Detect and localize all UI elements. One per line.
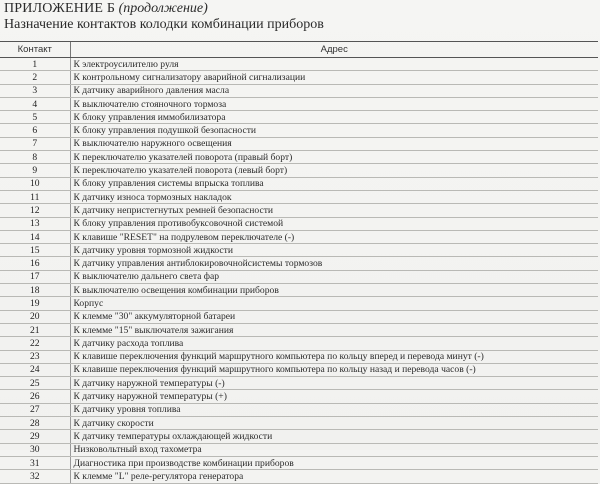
- contact-number-cell: 28: [0, 417, 70, 430]
- address-cell: К датчику наружной температуры (-): [70, 377, 598, 390]
- address-cell: К клемме "15" выключателя зажигания: [70, 323, 598, 336]
- table-row: [0, 97, 598, 110]
- table-row: [0, 257, 598, 270]
- address-cell: К датчику износа тормозных накладок: [70, 190, 598, 203]
- contact-number-cell: 31: [0, 456, 70, 469]
- address-cell: Корпус: [70, 297, 598, 310]
- contact-number-cell: 26: [0, 390, 70, 403]
- contact-number-cell: 18: [0, 284, 70, 297]
- contact-number-cell: 13: [0, 217, 70, 230]
- address-cell: К клемме "30" аккумуляторной батареи: [70, 310, 598, 323]
- table-row: [0, 297, 598, 310]
- table-row: [0, 230, 598, 243]
- contact-number-cell: 29: [0, 430, 70, 443]
- address-cell: К датчику уровня тормозной жидкости: [70, 244, 598, 257]
- address-cell: К блоку управления системы впрыска топлива: [70, 177, 598, 190]
- address-cell: К выключателю стояночного тормоза: [70, 97, 598, 110]
- contact-number-cell: 14: [0, 230, 70, 243]
- contact-number-cell: 16: [0, 257, 70, 270]
- address-cell: К датчику наружной температуры (+): [70, 390, 598, 403]
- address-cell: К переключателю указателей поворота (левый борт): [70, 164, 598, 177]
- table-row: [0, 284, 598, 297]
- address-cell: К клавише переключения функций маршрутного компьютера по кольцу назад и перевода часов (-): [70, 363, 598, 376]
- contacts-table: [0, 41, 598, 484]
- contact-number-cell: 2: [0, 71, 70, 84]
- table-row: [0, 270, 598, 283]
- contact-number-cell: 17: [0, 270, 70, 283]
- table-row: [0, 58, 598, 71]
- contact-number-cell: 9: [0, 164, 70, 177]
- contact-number-cell: 5: [0, 111, 70, 124]
- contact-number-cell: 15: [0, 244, 70, 257]
- appendix-title-suffix: (продолжение): [118, 1, 208, 16]
- contact-number-cell: 22: [0, 337, 70, 350]
- table-row: [0, 350, 598, 363]
- address-cell: К выключателю наружного освещения: [70, 137, 598, 150]
- table-row: [0, 217, 598, 230]
- address-cell: К блоку управления противобуксовочной системой: [70, 217, 598, 230]
- contact-number-cell: 20: [0, 310, 70, 323]
- table-row: [0, 177, 598, 190]
- address-cell: К клемме "L" реле-регулятора генератора: [70, 470, 598, 483]
- address-cell: К клавише "RESET" на подрулевом переключателе (-): [70, 230, 598, 243]
- contact-number-cell: 19: [0, 297, 70, 310]
- address-cell: К датчику температуры охлаждающей жидкости: [70, 430, 598, 443]
- address-cell: К выключателю дальнего света фар: [70, 270, 598, 283]
- address-cell: К датчику уровня топлива: [70, 403, 598, 416]
- table-row: [0, 244, 598, 257]
- contact-number-cell: 12: [0, 204, 70, 217]
- contact-number-cell: 30: [0, 443, 70, 456]
- address-cell: Низковольтный вход тахометра: [70, 443, 598, 456]
- table-body: [0, 58, 598, 484]
- contact-number-cell: 8: [0, 151, 70, 164]
- table-row: [0, 430, 598, 443]
- address-cell: К датчику непристегнутых ремней безопасности: [70, 204, 598, 217]
- address-cell: К выключателю освещения комбинации приборов: [70, 284, 598, 297]
- contact-number-cell: 10: [0, 177, 70, 190]
- contact-number-cell: 24: [0, 363, 70, 376]
- table-row: [0, 377, 598, 390]
- address-cell: К датчику скорости: [70, 417, 598, 430]
- column-header-contact: Контакт: [0, 42, 70, 58]
- table-row: [0, 337, 598, 350]
- contact-number-cell: 27: [0, 403, 70, 416]
- table-row: [0, 111, 598, 124]
- table-row: [0, 137, 598, 150]
- table-row: [0, 124, 598, 137]
- table-row: [0, 363, 598, 376]
- address-cell: К датчику управления антиблокировочнойсистемы тормозов: [70, 257, 598, 270]
- table-row: [0, 164, 598, 177]
- table-row: [0, 323, 598, 336]
- table-row: [0, 84, 598, 97]
- table-row: [0, 204, 598, 217]
- address-cell: К контрольному сигнализатору аварийной сигнализации: [70, 71, 598, 84]
- contact-number-cell: 3: [0, 84, 70, 97]
- contact-number-cell: 4: [0, 97, 70, 110]
- table-row: [0, 151, 598, 164]
- address-cell: К блоку управления подушкой безопасности: [70, 124, 598, 137]
- contact-number-cell: 6: [0, 124, 70, 137]
- address-cell: К переключателю указателей поворота (правый борт): [70, 151, 598, 164]
- address-cell: К клавише переключения функций маршрутного компьютера по кольцу вперед и перевода минут (-): [70, 350, 598, 363]
- table-header-row: [0, 42, 598, 58]
- address-cell: К блоку управления иммобилизатора: [70, 111, 598, 124]
- contact-number-cell: 32: [0, 470, 70, 483]
- table-row: [0, 456, 598, 469]
- contact-number-cell: 1: [0, 58, 70, 71]
- column-header-address: Адрес: [70, 42, 598, 58]
- table-row: [0, 470, 598, 483]
- address-cell: К электроусилителю руля: [70, 58, 598, 71]
- table-row: [0, 390, 598, 403]
- contact-number-cell: 25: [0, 377, 70, 390]
- appendix-title: [4, 1, 208, 17]
- contact-number-cell: 21: [0, 323, 70, 336]
- contact-number-cell: 7: [0, 137, 70, 150]
- contact-number-cell: 23: [0, 350, 70, 363]
- table-row: [0, 417, 598, 430]
- appendix-title-prefix: ПРИЛОЖЕНИЕ Б: [4, 1, 116, 16]
- address-cell: К датчику аварийного давления масла: [70, 84, 598, 97]
- address-cell: Диагностика при производстве комбинации приборов: [70, 456, 598, 469]
- contact-number-cell: 11: [0, 190, 70, 203]
- address-cell: К датчику расхода топлива: [70, 337, 598, 350]
- table-row: [0, 71, 598, 84]
- table-caption: Назначение контактов колодки комбинации приборов: [4, 17, 324, 32]
- table-row: [0, 190, 598, 203]
- table-row: [0, 310, 598, 323]
- table-row: [0, 403, 598, 416]
